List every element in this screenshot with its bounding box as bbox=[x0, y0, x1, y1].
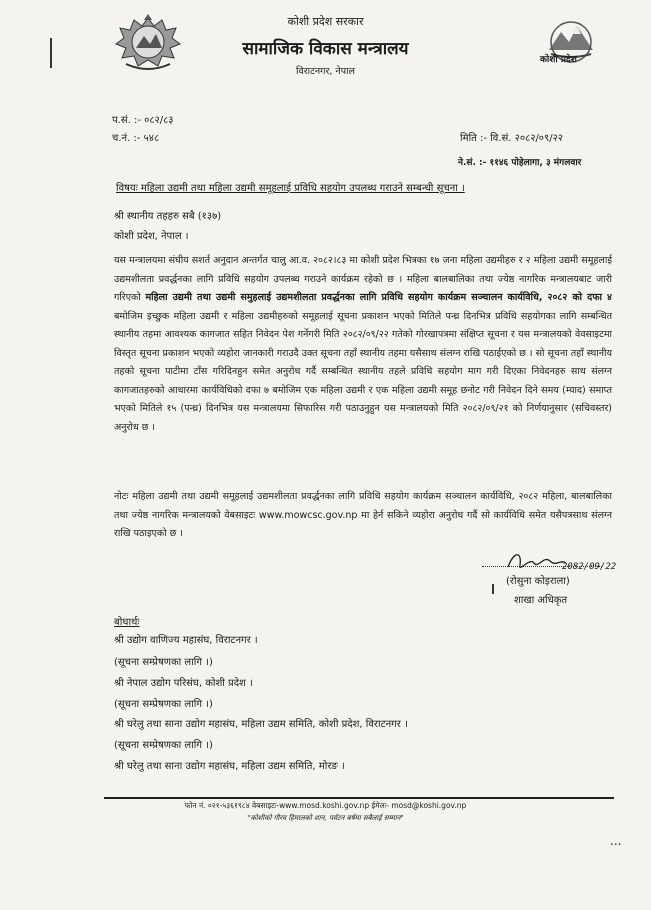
cc-item: (सूचना सम्प्रेषणका लागि ।) bbox=[114, 699, 213, 710]
cc-item: (सूचना सम्प्रेषणका लागि ।) bbox=[114, 740, 213, 751]
ellipsis-mark: ... bbox=[610, 834, 622, 848]
cc-item: श्री उद्योग वाणिज्य महासंघ, विराटनगर । bbox=[114, 635, 258, 646]
footer-slogan: "कोशीको गौरव हिमालको शान, पर्यटन बर्षमा सबैलाई सम्मान" bbox=[247, 814, 404, 822]
body-bold-reference: महिला उद्यमी तथा उद्यमी समुहलाई उद्यमशीलता प्रवर्द्धनका लागि प्रविधि सहयोग कार्यक्रम सञ्चालन कार्यविधि, २०८२ को दफा ४ bbox=[145, 292, 612, 303]
government-name: कोशी प्रदेश सरकार bbox=[287, 15, 364, 28]
footer-contact: फोन नं. ०२१-५३६१९८४ वेबसाइटः-www.mosd.koshi.gov.np ईमेलः- mosd@koshi.gov.np bbox=[184, 801, 467, 810]
letter-date: मिति :- वि.सं. २०८२/०९/२२ bbox=[460, 133, 563, 144]
addressee-line-1: श्री स्थानीय तहहरु सबै (१३७) bbox=[114, 211, 222, 222]
cc-title: बोधार्थः bbox=[114, 617, 140, 628]
cc-item: (सूचना सम्प्रेषणका लागि ।) bbox=[114, 657, 213, 668]
logo-text: कोशी प्रदेश bbox=[540, 55, 577, 65]
nepal-sambat-date: ने.सं. :- ११४६ पोहेलागा, ३ मंगलवार bbox=[458, 158, 582, 168]
dispatch-number: च.नं. :- ५४८ bbox=[112, 133, 160, 144]
ministry-address: विराटनगर, नेपाल bbox=[296, 66, 355, 77]
signature-line bbox=[482, 566, 602, 567]
footer-rule bbox=[104, 797, 614, 799]
cc-item: श्री नेपाल उद्योग परिसंघ, कोशी प्रदेश । bbox=[114, 678, 253, 689]
letter-note: नोटः महिला उद्यमी तथा उद्यमी समूहलाई उद्यमशीलता प्रवर्द्धनका लागि प्रविधि सहयोग कार्यक्रम सञ्चालन कार्यविधि, २०८२ महिला, बालबालिका तथा ज्येष्ठ नागरिक मन्त्रालयको वेबसाइटः www.mowcsc.gov.np मा हेर्न सकिने व्यहोरा अनुरोध गर्दै सो कार्यविधि समेत यसैपत्रसाथ संलग्न राखि पठाइएको छ । bbox=[114, 491, 612, 539]
subject-line: विषयः महिला उद्यमी तथा महिला उद्यमी समूहलाई प्रविधि सहयोग उपलब्ध गराउने सम्बन्धी सूचना । bbox=[116, 183, 465, 194]
ministry-name: सामाजिक विकास मन्त्रालय bbox=[242, 39, 409, 59]
handwritten-signature bbox=[500, 547, 620, 575]
signature-date: 2082/09/22 bbox=[562, 562, 617, 572]
stray-mark bbox=[492, 584, 494, 594]
letter-body bbox=[114, 252, 612, 437]
cc-item: श्री घरेलु तथा साना उद्योग महासंघ, महिला उद्यम समिति, कोशी प्रदेश, विराटनगर । bbox=[114, 719, 408, 730]
signatory-name: (रोसुना कोइराला) bbox=[506, 576, 570, 587]
cc-item: श्री घरेलु तथा साना उद्योग महासंघ, महिला उद्यम समिति, मोरङ । bbox=[114, 761, 345, 772]
letter-number: प.सं. :- ०८२/८३ bbox=[112, 115, 174, 126]
body-part-1: यस मन्त्रालयमा संघीय सशर्त अनुदान अन्तर्गत चालु आ.व. २०८२।८३ मा कोशी प्रदेश भित्रका १७ जना महिला उद्यमीहरु र २ महिला उद्यमी समूहलाई उद्यमशीलता प्रवर्द्धनका लागि प्रविधि सहयोग उपलब्ध गराउने कार्यक्रम रहेको छ । महिला बालबालिका तथा ज्येष्ठ नागरिक मन्त्रालयबाट जारी गरिएको bbox=[114, 255, 612, 303]
signatory-title: शाखा अधिकृत bbox=[514, 595, 568, 606]
body-part-2: बमोजिम इच्छुक महिला उद्यमी र महिला उद्यमीहरुको समूहलाई सूचना प्रकाशन भएको मितिले पन्ध्र दिनभित्र प्रविधि सहयोगका लागि सम्बन्धित स्थानीय तहमा आवश्यक कागजात सहित निवेदन पेश गर्नेगरी मिति २०८२/०९/२२ गतेको गोरखापत्रमा संक्षिप्त सूचना र यस मन्त्रालयको वेवसाइटमा विस्तृत सूचना प्रकाशन भएको व्यहोरा जानकारी गराउदै उक्त सूचना तहाँ स्थानीय तहमा यसैसाथ संलग्न राखि पठाईएको छ । सो सूचना तहाँ स्थानीय तहको सूचना पाटीमा टाँस गरिदिनहुन समेत अनुरोध गर्दै सम्बन्धित स्थानीय तहले प्रविधि सहयोग माग गरी दिएका निवेदनहरु साथ संलग्न कागजातहरुको आधारमा कार्यविधिको दफा ७ बमोजिम एक महिला उद्यमी र एक महिला उद्यमी समूह छनोट गरी निवेदन दिने समय (म्याद) समाप्त भएको मितिले १५ (पन्ध्र) दिनभित्र यस मन्त्रालयमा सिफारिस गरी पठाउनुहुन यस मन्त्रालयको मिति २०८२/०९/२१ को निर्णयानुसार (सचिवस्तर) अनुरोध छ । bbox=[114, 310, 612, 433]
addressee-line-2: कोशी प्रदेश, नेपाल । bbox=[114, 231, 189, 242]
